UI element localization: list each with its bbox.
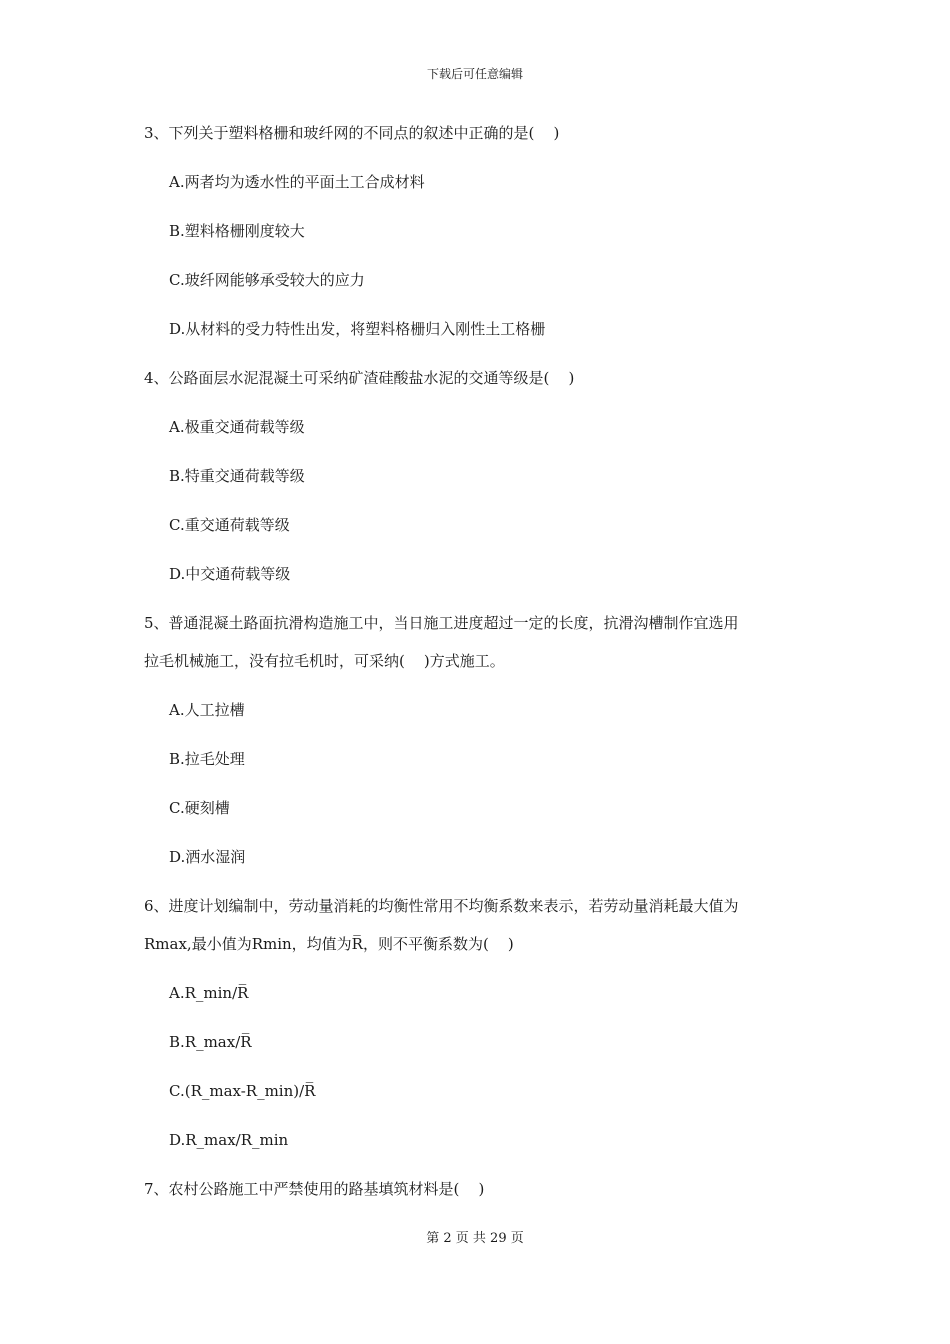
option-a: A.R_min/R̅	[169, 984, 249, 1002]
question-4	[144, 366, 824, 586]
option-b: B.拉毛处理	[169, 750, 245, 768]
question-3	[144, 121, 824, 341]
option-b: B.R_max/R̅	[169, 1033, 252, 1051]
question-stem-continued: Rmax,最小值为Rmin，均值为R̅，则不平衡系数为( )	[144, 935, 514, 953]
option-c: C.重交通荷载等级	[169, 516, 290, 534]
document-body	[144, 121, 824, 1226]
question-stem: 4、公路面层水泥混凝土可采纳矿渣硅酸盐水泥的交通等级是( )	[144, 369, 575, 387]
page-header: 下载后可任意编辑	[426, 67, 523, 81]
question-stem: 5、普通混凝土路面抗滑构造施工中，当日施工进度超过一定的长度，抗滑沟槽制作宜选用	[144, 614, 739, 632]
page-footer: 第 2 页 共 29 页	[426, 1231, 524, 1246]
option-c: C.玻纤网能够承受较大的应力	[169, 271, 365, 289]
question-stem-continued: 拉毛机械施工，没有拉毛机时，可采纳( )方式施工。	[144, 652, 505, 670]
option-b: B.塑料格栅刚度较大	[169, 222, 305, 240]
question-stem: 3、下列关于塑料格栅和玻纤网的不同点的叙述中正确的是( )	[144, 124, 560, 142]
question-stem: 6、进度计划编制中，劳动量消耗的均衡性常用不均衡系数来表示，若劳动量消耗最大值为	[144, 897, 739, 915]
option-d: D.从材料的受力特性出发，将塑料格栅归入刚性土工格栅	[169, 320, 546, 338]
question-6	[144, 894, 824, 1152]
option-a: A.两者均为透水性的平面土工合成材料	[169, 173, 425, 191]
option-b: B.特重交通荷载等级	[169, 467, 305, 485]
option-a: A.人工拉槽	[169, 701, 245, 719]
option-c: C.(R_max-R_min)/R̅	[169, 1082, 316, 1100]
question-7	[144, 1177, 824, 1201]
question-stem: 7、农村公路施工中严禁使用的路基填筑材料是( )	[144, 1180, 485, 1198]
option-d: D.洒水湿润	[169, 848, 246, 866]
option-d: D.中交通荷载等级	[169, 565, 291, 583]
option-c: C.硬刻槽	[169, 799, 230, 817]
option-d: D.R_max/R_min	[169, 1131, 289, 1149]
question-5	[144, 611, 824, 869]
option-a: A.极重交通荷载等级	[169, 418, 305, 436]
